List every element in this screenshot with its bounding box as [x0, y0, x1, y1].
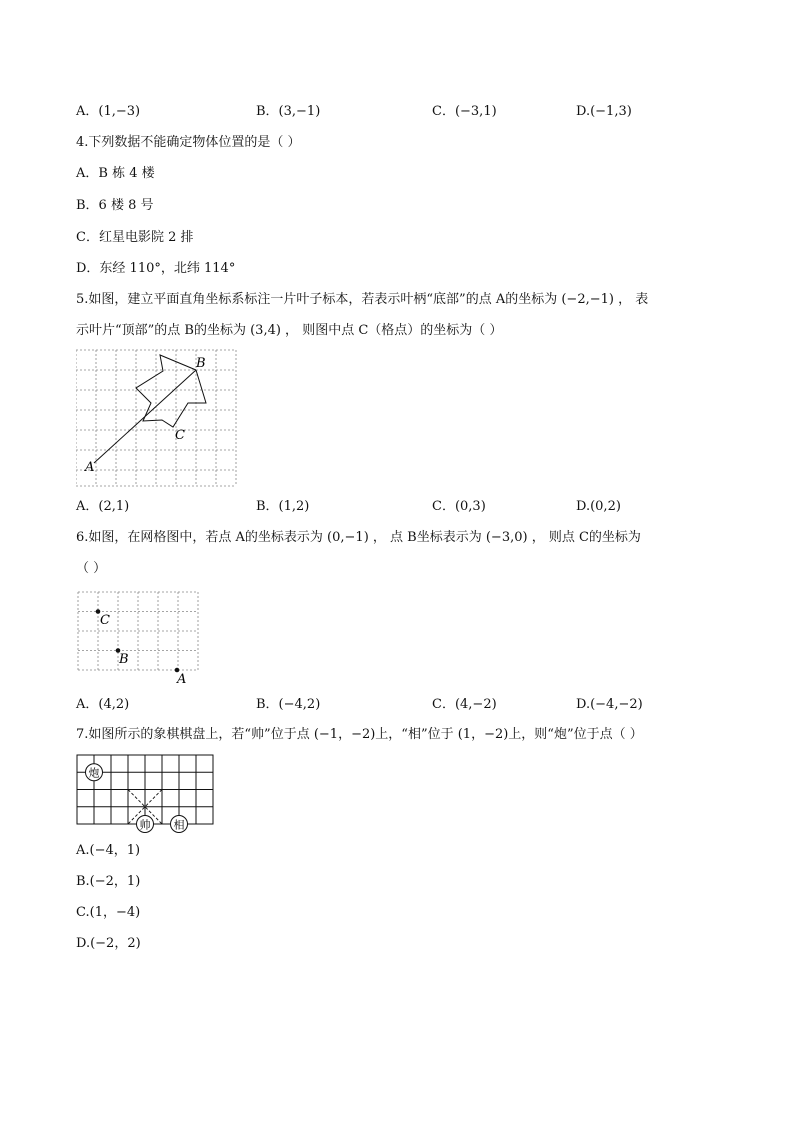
q7-stem: 7.如图所示的象棋棋盘上，若“帅”位于点 (−1，−2)上，“相”位于 (1，−2)上，则“炮”位于点（ ）	[76, 727, 643, 742]
q6-stem-line1: 6.如图，在网格图中，若点 A的坐标表示为 (0,−1) ， 点 B坐标表示为 (−3,0) ， 则点 C的坐标为	[76, 530, 641, 545]
q6-option-c: C．(4,−2)	[432, 697, 497, 712]
point-c-label: C	[100, 613, 110, 628]
q6-stem-line2: （ ）	[76, 561, 107, 576]
q3-option-d: D.(−1,3)	[576, 104, 632, 119]
point-b-label: B	[196, 356, 206, 371]
q6-option-a: A．(4,2)	[76, 697, 130, 712]
q5-option-b: B．(1,2)	[256, 499, 310, 514]
pao-piece	[86, 764, 103, 781]
q6-option-b: B．(−4,2)	[256, 697, 321, 712]
xiang-piece	[171, 816, 188, 833]
q3-option-b: B．(3,−1)	[256, 104, 321, 119]
q4-option-d: D．东经 110°，北纬 114°	[76, 261, 236, 276]
pao-piece-label: 炮	[88, 766, 100, 780]
q3-option-a: A．(1,−3)	[76, 104, 141, 119]
point-b-label: B	[119, 652, 129, 667]
q6-option-d: D.(−4,−2)	[576, 697, 643, 712]
q4-stem: 4.下列数据不能确定物体位置的是（ ）	[76, 135, 301, 150]
q4-option-a: A．B 栋 4 楼	[76, 166, 155, 181]
q4-option-b: B．6 楼 8 号	[76, 198, 154, 213]
q6-grid-figure	[76, 590, 200, 688]
point-a-label: A	[85, 460, 95, 475]
q5-option-d: D.(0,2)	[576, 499, 621, 514]
q5-option-a: A．(2,1)	[76, 499, 130, 514]
q3-option-c: C．(−3,1)	[432, 104, 497, 119]
q7-option-c: C.(1，−4)	[76, 905, 141, 920]
q7-option-b: B.(−2，1)	[76, 874, 141, 889]
xiang-piece-label: 相	[173, 818, 185, 832]
point-a-label: A	[177, 672, 187, 687]
q5-leaf-figure	[76, 348, 238, 488]
point-c-label: C	[175, 428, 185, 443]
q5-option-c: C．(0,3)	[432, 499, 486, 514]
q5-stem-line1: 5.如图，建立平面直角坐标系标注一片叶子标本，若表示叶柄“底部”的点 A的坐标为 (−2,−1) ， 表	[76, 292, 649, 307]
q7-chessboard-figure	[76, 752, 216, 836]
shuai-piece	[137, 816, 154, 833]
shuai-piece-label: 帅	[139, 818, 151, 832]
q4-option-c: C．红星电影院 2 排	[76, 230, 194, 245]
q5-stem-line2: 示叶片“顶部”的点 B的坐标为 (3,4) ， 则图中点 C（格点）的坐标为（ ）	[76, 323, 503, 338]
q7-option-d: D.(−2，2)	[76, 936, 141, 951]
q7-option-a: A.(−4，1)	[76, 843, 141, 858]
